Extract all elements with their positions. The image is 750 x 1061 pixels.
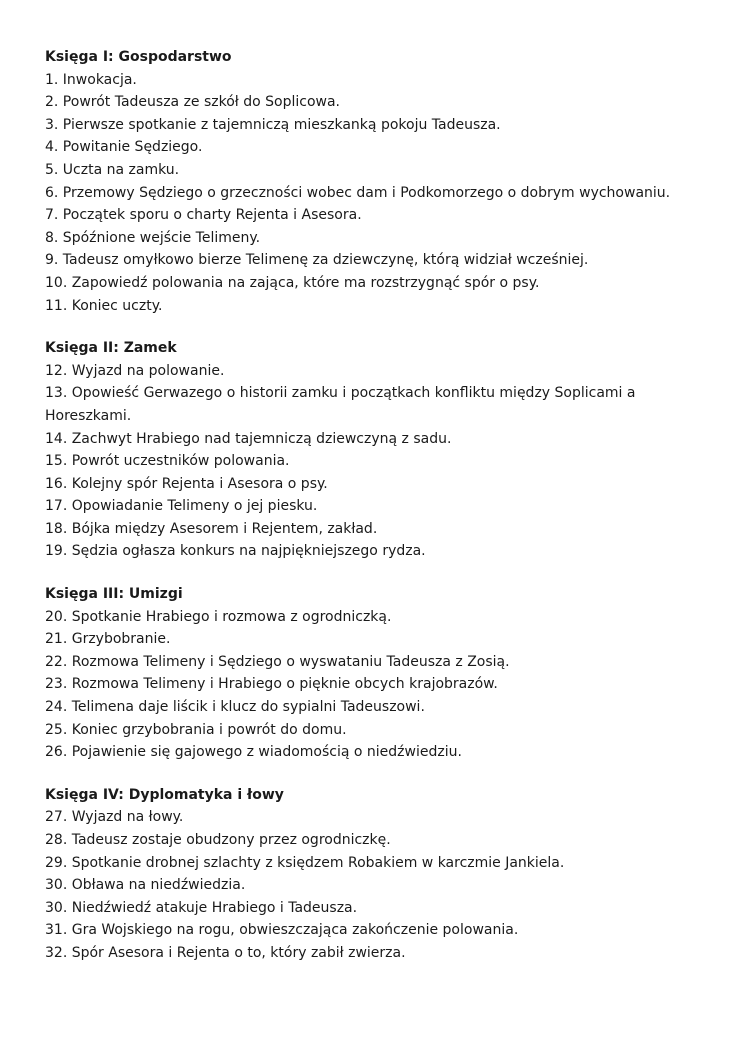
list-item: 12. Wyjazd na polowanie. [45,362,225,379]
list-item: 25. Koniec grzybobrania i powrót do domu. [45,721,347,738]
list-item: 10. Zapowiedź polowania na zająca, które ma rozstrzygnąć spór o psy. [45,274,540,291]
section-book-3 [45,583,710,764]
list-item: 32. Spór Asesora i Rejenta o to, który zabił zwierza. [45,944,406,961]
section-title: Księga III: Umizgi [45,586,183,603]
section-book-4 [45,784,710,965]
list-item: 15. Powrót uczestników polowania. [45,453,290,470]
list-item: 19. Sędzia ogłasza konkurs na najpiękniejszego rydza. [45,543,426,560]
list-item: 13. Opowieść Gerwazego o historii zamku i początkach konfliktu między Soplicami a Horeszkami. [45,385,636,424]
list-item: 31. Gra Wojskiego na rogu, obwieszczająca zakończenie polowania. [45,922,519,939]
list-item: 14. Zachwyt Hrabiego nad tajemniczą dziewczyną z sadu. [45,430,452,447]
section-title: Księga II: Zamek [45,340,177,357]
section-book-1 [45,46,710,317]
section-book-2 [45,337,710,563]
list-item: 9. Tadeusz omyłkowo bierze Telimenę za dziewczynę, którą widział wcześniej. [45,252,589,269]
list-item: 22. Rozmowa Telimeny i Sędziego o wyswataniu Tadeusza z Zosią. [45,653,510,670]
list-item: 7. Początek sporu o charty Rejenta i Asesora. [45,207,362,224]
section-title: Księga IV: Dyplomatyka i łowy [45,786,284,803]
list-item: 30. Niedźwiedź atakuje Hrabiego i Tadeusza. [45,899,358,916]
list-item: 2. Powrót Tadeusza ze szkół do Soplicowa. [45,94,340,111]
list-item: 16. Kolejny spór Rejenta i Asesora o psy. [45,475,328,492]
list-item: 21. Grzybobranie. [45,631,171,648]
list-item: 4. Powitanie Sędziego. [45,139,203,156]
list-item: 5. Uczta na zamku. [45,161,180,178]
list-item: 29. Spotkanie drobnej szlachty z księdzem Robakiem w karczmie Jankiela. [45,854,565,871]
list-item: 3. Pierwsze spotkanie z tajemniczą mieszkanką pokoju Tadeusza. [45,116,501,133]
list-item: 30. Obława na niedźwiedzia. [45,877,246,894]
list-item: 27. Wyjazd na łowy. [45,809,184,826]
list-item: 6. Przemowy Sędziego o grzeczności wobec dam i Podkomorzego o dobrym wychowaniu. [45,184,671,201]
section-title: Księga I: Gospodarstwo [45,49,232,65]
list-item: 1. Inwokacja. [45,71,137,88]
list-item: 18. Bójka między Asesorem i Rejentem, zakład. [45,520,378,537]
list-item: 24. Telimena daje liścik i klucz do sypialni Tadeuszowi. [45,699,425,716]
list-item: 28. Tadeusz zostaje obudzony przez ogrodniczkę. [45,832,391,848]
list-item: 8. Spóźnione wejście Telimeny. [45,229,261,246]
list-item: 23. Rozmowa Telimeny i Hrabiego o pięknie obcych krajobrazów. [45,676,498,693]
list-item: 11. Koniec uczty. [45,297,163,314]
list-item: 17. Opowiadanie Telimeny o jej piesku. [45,498,318,515]
list-item: 26. Pojawienie się gajowego z wiadomością o niedźwiedziu. [45,744,462,761]
list-item: 20. Spotkanie Hrabiego i rozmowa z ogrodniczką. [45,608,392,625]
